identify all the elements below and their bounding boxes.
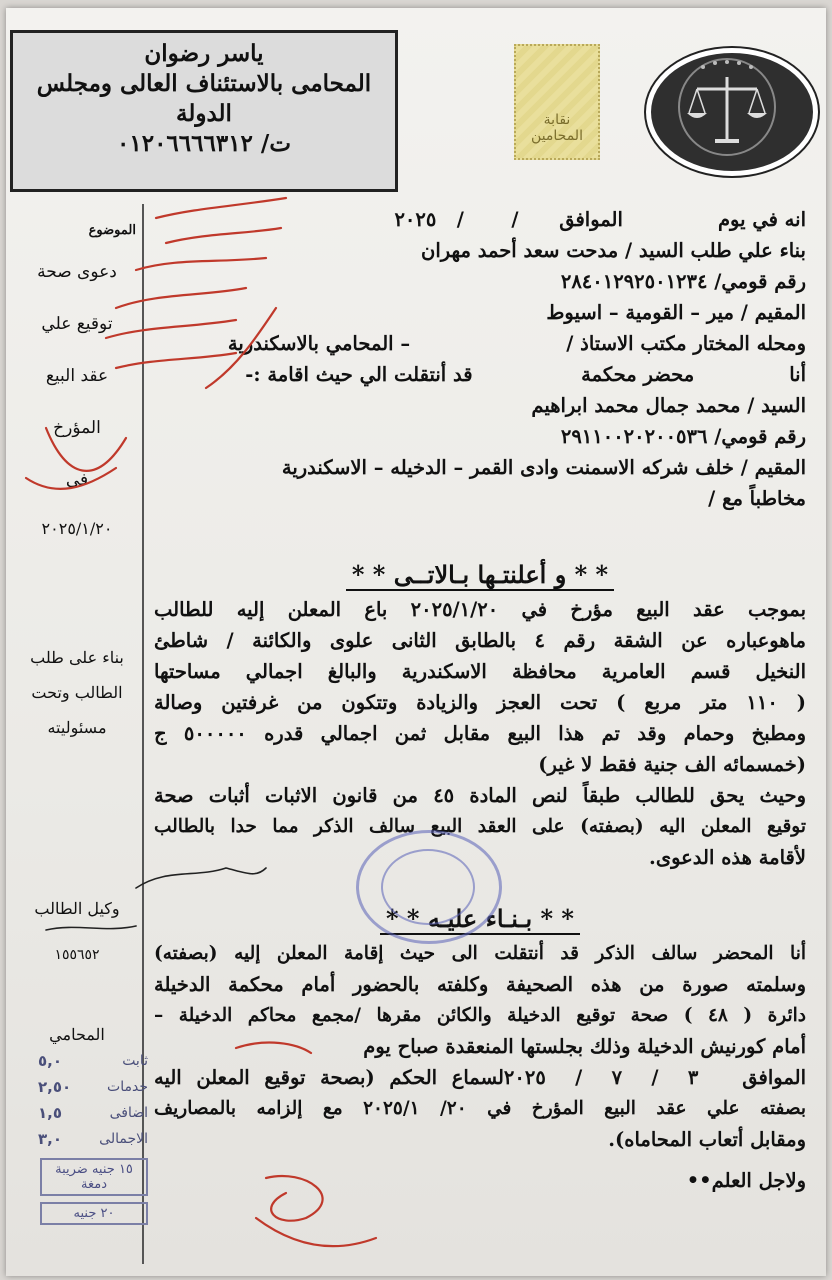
- body-line: أنا المحضر سالف الذكر قد أنتقلت الى حيث إقامة المعلن إليه (بصفته): [154, 943, 806, 964]
- subject-line: فى: [65, 470, 89, 490]
- subject-line: عقد البيع: [45, 366, 109, 386]
- subject-column: [18, 216, 136, 506]
- requester-id-line: رقم قومي/ ٢٨٤٠١٢٩٢٥٠١٢٣٤: [560, 270, 806, 293]
- fee-label: ثابت: [122, 1053, 148, 1069]
- body-line: دائرة ( ٤٨ ) صحة توقيع الدخيلة والكائن مقرها /مجمع محاكم الدخيلة –: [154, 1005, 807, 1026]
- body-line: لأقامة هذه الدعوى.: [649, 846, 806, 869]
- justice-logo: [646, 48, 818, 176]
- fee-row: [38, 1100, 148, 1126]
- lawyer-title-2: الدولة: [176, 100, 232, 127]
- lawyer-label: المحامي: [49, 1025, 105, 1044]
- bailiff-line: أنا محضر محكمة قد أنتقلت الي حيث اقامة :-: [245, 363, 806, 386]
- subject-title: الموضوع: [88, 223, 136, 238]
- body-line: وسلمته صورة من هذه الصحيفة وكلفته بالحضور أمام محكمة الدخيلة: [154, 973, 806, 996]
- fee-row: [38, 1074, 148, 1100]
- fee-box: ٢٠ جنيه: [40, 1202, 148, 1225]
- agent-label: وكيل الطالب: [34, 899, 120, 918]
- lawyer-title: المحامى بالاستئناف العالى ومجلس: [36, 70, 372, 97]
- office-line: ومحله المختار مكتب الاستاذ / – المحامي بالاسكندرية: [227, 332, 806, 355]
- fee-label: خدمات: [107, 1079, 148, 1095]
- lawyer-phone: ت/ ٠١٢٠٦٦٦٦٣١٢: [117, 130, 291, 157]
- fee-box: ١٥ جنيه ضريبة دمغة: [40, 1158, 148, 1196]
- requester-address-line: المقيم / مير – القومية – اسيوط: [546, 301, 806, 324]
- revenue-stamp-text: نقابة المحامين: [531, 112, 583, 144]
- body-line: النخيل قسم العامرية محافظة الاسكندرية والبالغ اجمالي مساحتها: [154, 660, 806, 683]
- body-line: بصفته علي عقد البيع المؤرخ في ٢٠/ ٢٠٢٥/١ مع إلزامه بالمصاريف: [154, 1098, 807, 1119]
- body-line: ومطبخ وحمام وقد تم هذا البيع مقابل ثمن اجمالي قدره ٥٠٠٠٠٠ ج: [154, 722, 806, 745]
- fee-value: ١,٥: [38, 1104, 63, 1122]
- body-line: أمام كورنيش الدخيلة وذلك بجلستها المنعقدة صباح يوم: [363, 1035, 806, 1058]
- responsibility-line: مسئوليته: [47, 718, 107, 737]
- lawyer-header: [10, 30, 398, 192]
- body-line: ماهوعباره عن الشقة رقم ٤ بالطابق الثانى علوى والكائنة / شاطئ: [154, 629, 806, 652]
- fee-label: الاجمالى: [99, 1131, 148, 1147]
- respondent-address-line: المقيم / خلف شركه الاسمنت وادى القمر – الدخيله – الاسكندرية: [281, 456, 806, 479]
- intro-block: [154, 204, 806, 514]
- body-line: بموجب عقد البيع مؤرخ في ٢٠٢٥/١/٢٠ باع المعلن إليه للطالب: [154, 598, 807, 621]
- responsibility-line: بناء على طلب: [30, 648, 124, 667]
- subject-line: توقيع علي: [41, 314, 113, 334]
- closing-line: ولاجل العلم••: [686, 1169, 806, 1192]
- responsibility-note: [18, 640, 136, 745]
- fee-row: [38, 1126, 148, 1152]
- lawyer-name: ياسر رضوان: [144, 40, 264, 67]
- fee-row: [38, 1048, 148, 1074]
- fee-value: ٥,٠: [38, 1052, 63, 1070]
- fees-stamp: [38, 1048, 148, 1228]
- revenue-stamp: [514, 44, 600, 160]
- agent-block: [18, 896, 136, 968]
- official-seal: [356, 830, 502, 944]
- respondent-id-line: رقم قومي/ ٢٩١١٠٠٢٠٢٠٠٥٣٦: [560, 425, 806, 448]
- fee-label: اضافى: [109, 1105, 148, 1121]
- therefore-section: [154, 900, 806, 1196]
- fee-value: ٣,٠: [38, 1130, 63, 1148]
- body-line: ومقابل أتعاب المحاماه).: [608, 1128, 806, 1151]
- addressed-to-line: مخاطباً مع /: [708, 487, 806, 510]
- respondent-line: السيد / محمد جمال محمد ابراهيم: [531, 394, 806, 417]
- body-line: توقيع المعلن اليه (بصفته) على العقد البيع سالف الذكر مما حدا بالطالب: [154, 816, 806, 837]
- section-heading-text: * * و أعلنتـها بـالاتــى * *: [346, 560, 614, 591]
- requester-line: بناء علي طلب السيد / مدحت سعد أحمد مهران: [421, 239, 806, 262]
- fee-value: ٢,٥٠: [38, 1078, 72, 1096]
- section-heading: [154, 556, 806, 594]
- responsibility-line: الطالب وتحت: [31, 683, 123, 702]
- document-page: [6, 8, 826, 1276]
- agent-number: ١٥٥٦٥٢: [54, 947, 100, 963]
- body-line: الموافق ٣ / ٧ / ٢٠٢٥لسماع الحكم (بصحة توقيع المعلن اليه: [154, 1066, 806, 1089]
- body-line: وحيث يحق للطالب طبقاً لنص المادة ٤٥ من قانون الاثبات أثبات صحة: [154, 784, 806, 807]
- subject-line: دعوى صحة: [37, 262, 117, 282]
- section-heading-text: * * بـنـاء عليـه * *: [380, 904, 580, 935]
- body-line: (خمسمائه الف جنية فقط لا غير): [538, 753, 806, 776]
- intro-date-line: انه في يوم الموافق / / ٢٠٢٥: [394, 208, 806, 231]
- notification-section: [154, 556, 806, 873]
- subject-date: ٢٠٢٥/١/٢٠: [41, 519, 113, 538]
- scales-icon: [651, 53, 803, 161]
- body-line: ( ١١٠ متر مربع ) تحت العجز والزيادة وتتكون من غرفتين وصالة: [154, 691, 806, 714]
- subject-line: المؤرخ: [53, 418, 101, 438]
